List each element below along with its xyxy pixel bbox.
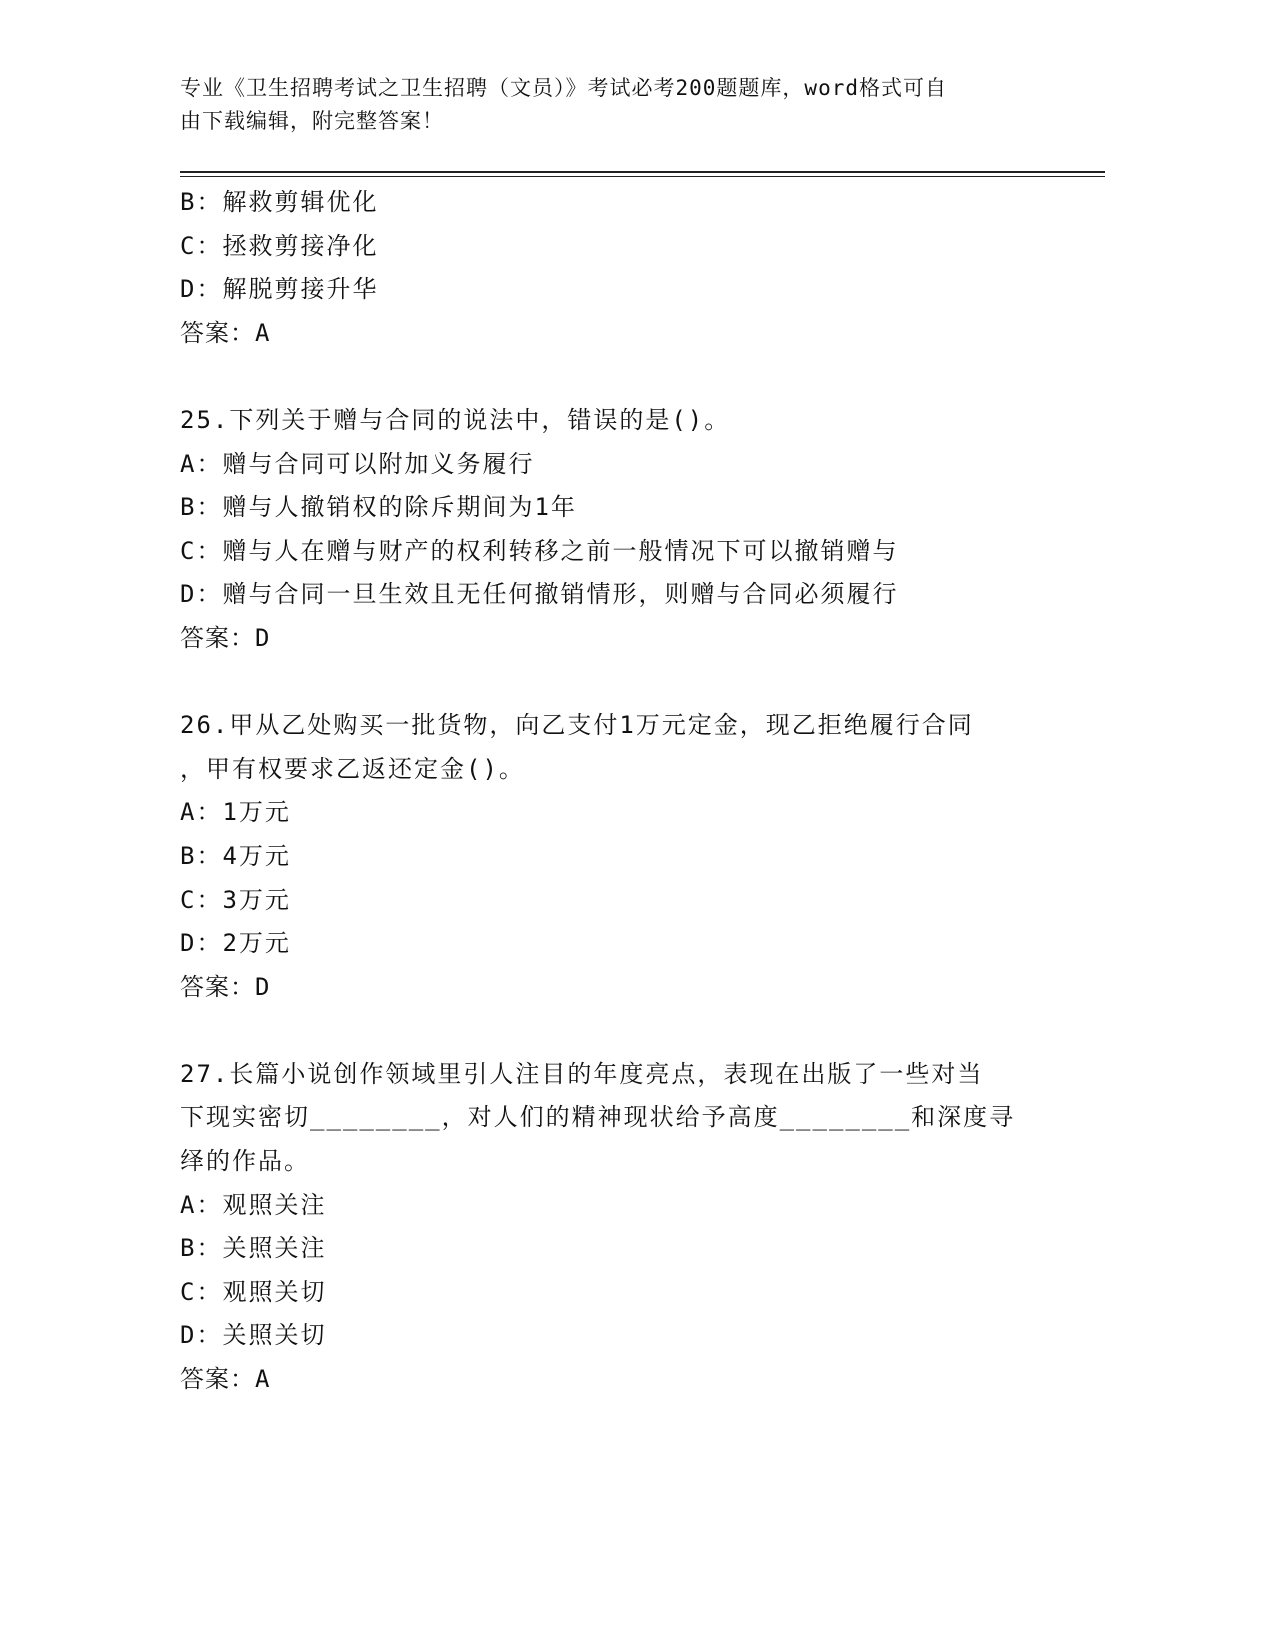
option-b: B：解救剪辑优化 [180, 188, 379, 216]
answer-label: 答案： [180, 1365, 255, 1394]
question-text-line-3: 绎的作品。 [180, 1147, 310, 1176]
question-24-continued [180, 181, 1040, 355]
option-d: D：赠与合同一旦生效且无任何撤销情形，则赠与合同必须履行 [180, 580, 899, 609]
option-c: C：赠与人在赠与财产的权利转移之前一般情况下可以撤销赠与 [180, 536, 899, 565]
option-c: C：拯救剪接净化 [180, 231, 379, 260]
option-d: D：解脱剪接升华 [180, 275, 379, 304]
answer-line [180, 966, 1040, 1010]
header-divider-thick [180, 171, 1105, 173]
answer-value: A [255, 318, 271, 347]
document-header [180, 72, 1040, 138]
answer-label: 答案： [180, 318, 255, 347]
answer-label: 答案： [180, 972, 255, 1001]
question-27 [180, 1053, 1040, 1402]
question-list [180, 181, 1040, 1402]
option-c: C：观照关切 [180, 1277, 327, 1306]
option-b: B：关照关注 [180, 1234, 327, 1263]
answer-line [180, 1358, 1040, 1402]
answer-label: 答案： [180, 623, 255, 652]
answer-line [180, 312, 1040, 356]
option-c: C：3万元 [180, 885, 291, 914]
answer-value: D [255, 623, 271, 652]
question-text-line-2: ，甲有权要求乙返还定金()。 [180, 754, 525, 783]
header-line-2: 由下载编辑，附完整答案！ [180, 109, 444, 133]
question-25 [180, 399, 1040, 661]
spacer [180, 1009, 1040, 1053]
option-b: B：4万元 [180, 841, 291, 870]
option-a: A：赠与合同可以附加义务履行 [180, 449, 535, 478]
option-a: A：观照关注 [180, 1190, 327, 1219]
option-d: D：2万元 [180, 929, 291, 958]
answer-value: A [255, 1365, 271, 1394]
spacer [180, 355, 1040, 399]
option-b: B：赠与人撤销权的除斥期间为1年 [180, 493, 577, 522]
option-d: D：关照关切 [180, 1321, 327, 1350]
question-26 [180, 704, 1040, 1009]
option-a: A：1万元 [180, 798, 291, 827]
question-text: 25.下列关于赠与合同的说法中，错误的是()。 [180, 405, 731, 434]
answer-value: D [255, 972, 271, 1001]
question-text-line-2: 下现实密切________，对人们的精神现状给予高度________和深度寻 [180, 1103, 1016, 1132]
header-divider-thin [180, 176, 1105, 177]
question-text-line-1: 27.长篇小说创作领域里引人注目的年度亮点，表现在出版了一些对当 [180, 1059, 984, 1088]
question-text-line-1: 26.甲从乙处购买一批货物，向乙支付1万元定金，现乙拒绝履行合同 [180, 711, 974, 740]
answer-line [180, 617, 1040, 661]
header-line-1: 专业《卫生招聘考试之卫生招聘（文员）》考试必考200题题库，word格式可自 [180, 76, 947, 100]
spacer [180, 661, 1040, 705]
